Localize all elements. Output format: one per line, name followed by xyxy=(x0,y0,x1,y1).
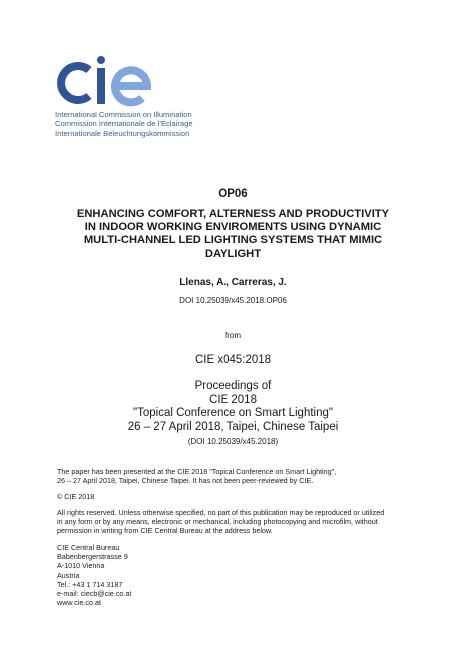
central-bureau-address xyxy=(57,543,417,607)
address-line: Austria xyxy=(57,570,80,580)
address-phone: Tel.: +43 1 714 3187 xyxy=(57,579,123,589)
proceedings-line: CIE 2018 xyxy=(209,393,257,406)
organization-names xyxy=(55,110,275,138)
address-line: Babenbergerstrasse 9 xyxy=(57,552,128,562)
paper-title-line: MULTI-CHANNEL LED LIGHTING SYSTEMS THAT MIMIC xyxy=(83,234,383,247)
proceedings-code: CIE x045:2018 xyxy=(194,354,272,366)
paper-doi: DOI 10.25039/x45.2018.OP06 xyxy=(179,296,287,305)
paper-title-line: DAYLIGHT xyxy=(204,247,262,260)
proceedings-line: "Topical Conference on Smart Lighting" xyxy=(133,407,333,420)
org-name-english: International Commission on Illumination xyxy=(55,110,192,119)
address-email: e-mail: ciecb@cie.co.at xyxy=(57,589,132,599)
proceedings-line: Proceedings of xyxy=(194,380,272,392)
presentation-note xyxy=(57,467,417,485)
rights-line: permission in writing from CIE Central Bureau at the address below. xyxy=(57,526,273,536)
presentation-note-line: 26 – 27 April 2018, Taipei, Chinese Taipei. It has not been peer-reviewed by CIE. xyxy=(57,476,314,486)
proceedings-doi: (DOI 10.25039/x45.2018) xyxy=(187,437,279,446)
org-name-french: Commission Internationale de l’Eclairage xyxy=(55,119,193,129)
rights-statement xyxy=(57,508,417,536)
from-label: from xyxy=(225,331,241,340)
rights-line: All rights reserved. Unless otherwise specified, no part of this publication may be reproduced or utilized xyxy=(57,508,385,517)
org-name-german: Internationale Beleuchtungskommission xyxy=(55,128,190,138)
presentation-note-line: The paper has been presented at the CIE 2018 "Topical Conference on Smart Lighting", xyxy=(57,467,337,476)
proceedings-details xyxy=(40,380,426,434)
address-website: www.cie.co.at xyxy=(57,598,101,608)
paper-title xyxy=(40,208,426,261)
logo-letter-i xyxy=(97,68,105,104)
address-line: CIE Central Bureau xyxy=(57,543,120,552)
address-line: A-1010 Vienna xyxy=(57,561,105,571)
logo-letter-e xyxy=(115,70,147,102)
paper-code: OP06 xyxy=(218,188,248,200)
rights-line: in any form or by any means, electronic or mechanical, including photocopying and microfilm, without xyxy=(57,517,378,527)
proceedings-line: 26 – 27 April 2018, Taipei, Chinese Taipei xyxy=(127,420,339,433)
paper-authors: Llenas, A., Carreras, J. xyxy=(179,277,287,288)
copyright-notice: © CIE 2018 xyxy=(57,492,95,501)
cie-logo xyxy=(55,56,165,108)
logo-letter-c xyxy=(61,66,89,100)
paper-title-line: IN INDOOR WORKING ENVIROMENTS USING DYNAMIC xyxy=(84,221,382,234)
logo-letter-i-dot xyxy=(97,56,105,64)
paper-title-line: ENHANCING COMFORT, ALTERNESS AND PRODUCTIVITY xyxy=(76,208,390,220)
